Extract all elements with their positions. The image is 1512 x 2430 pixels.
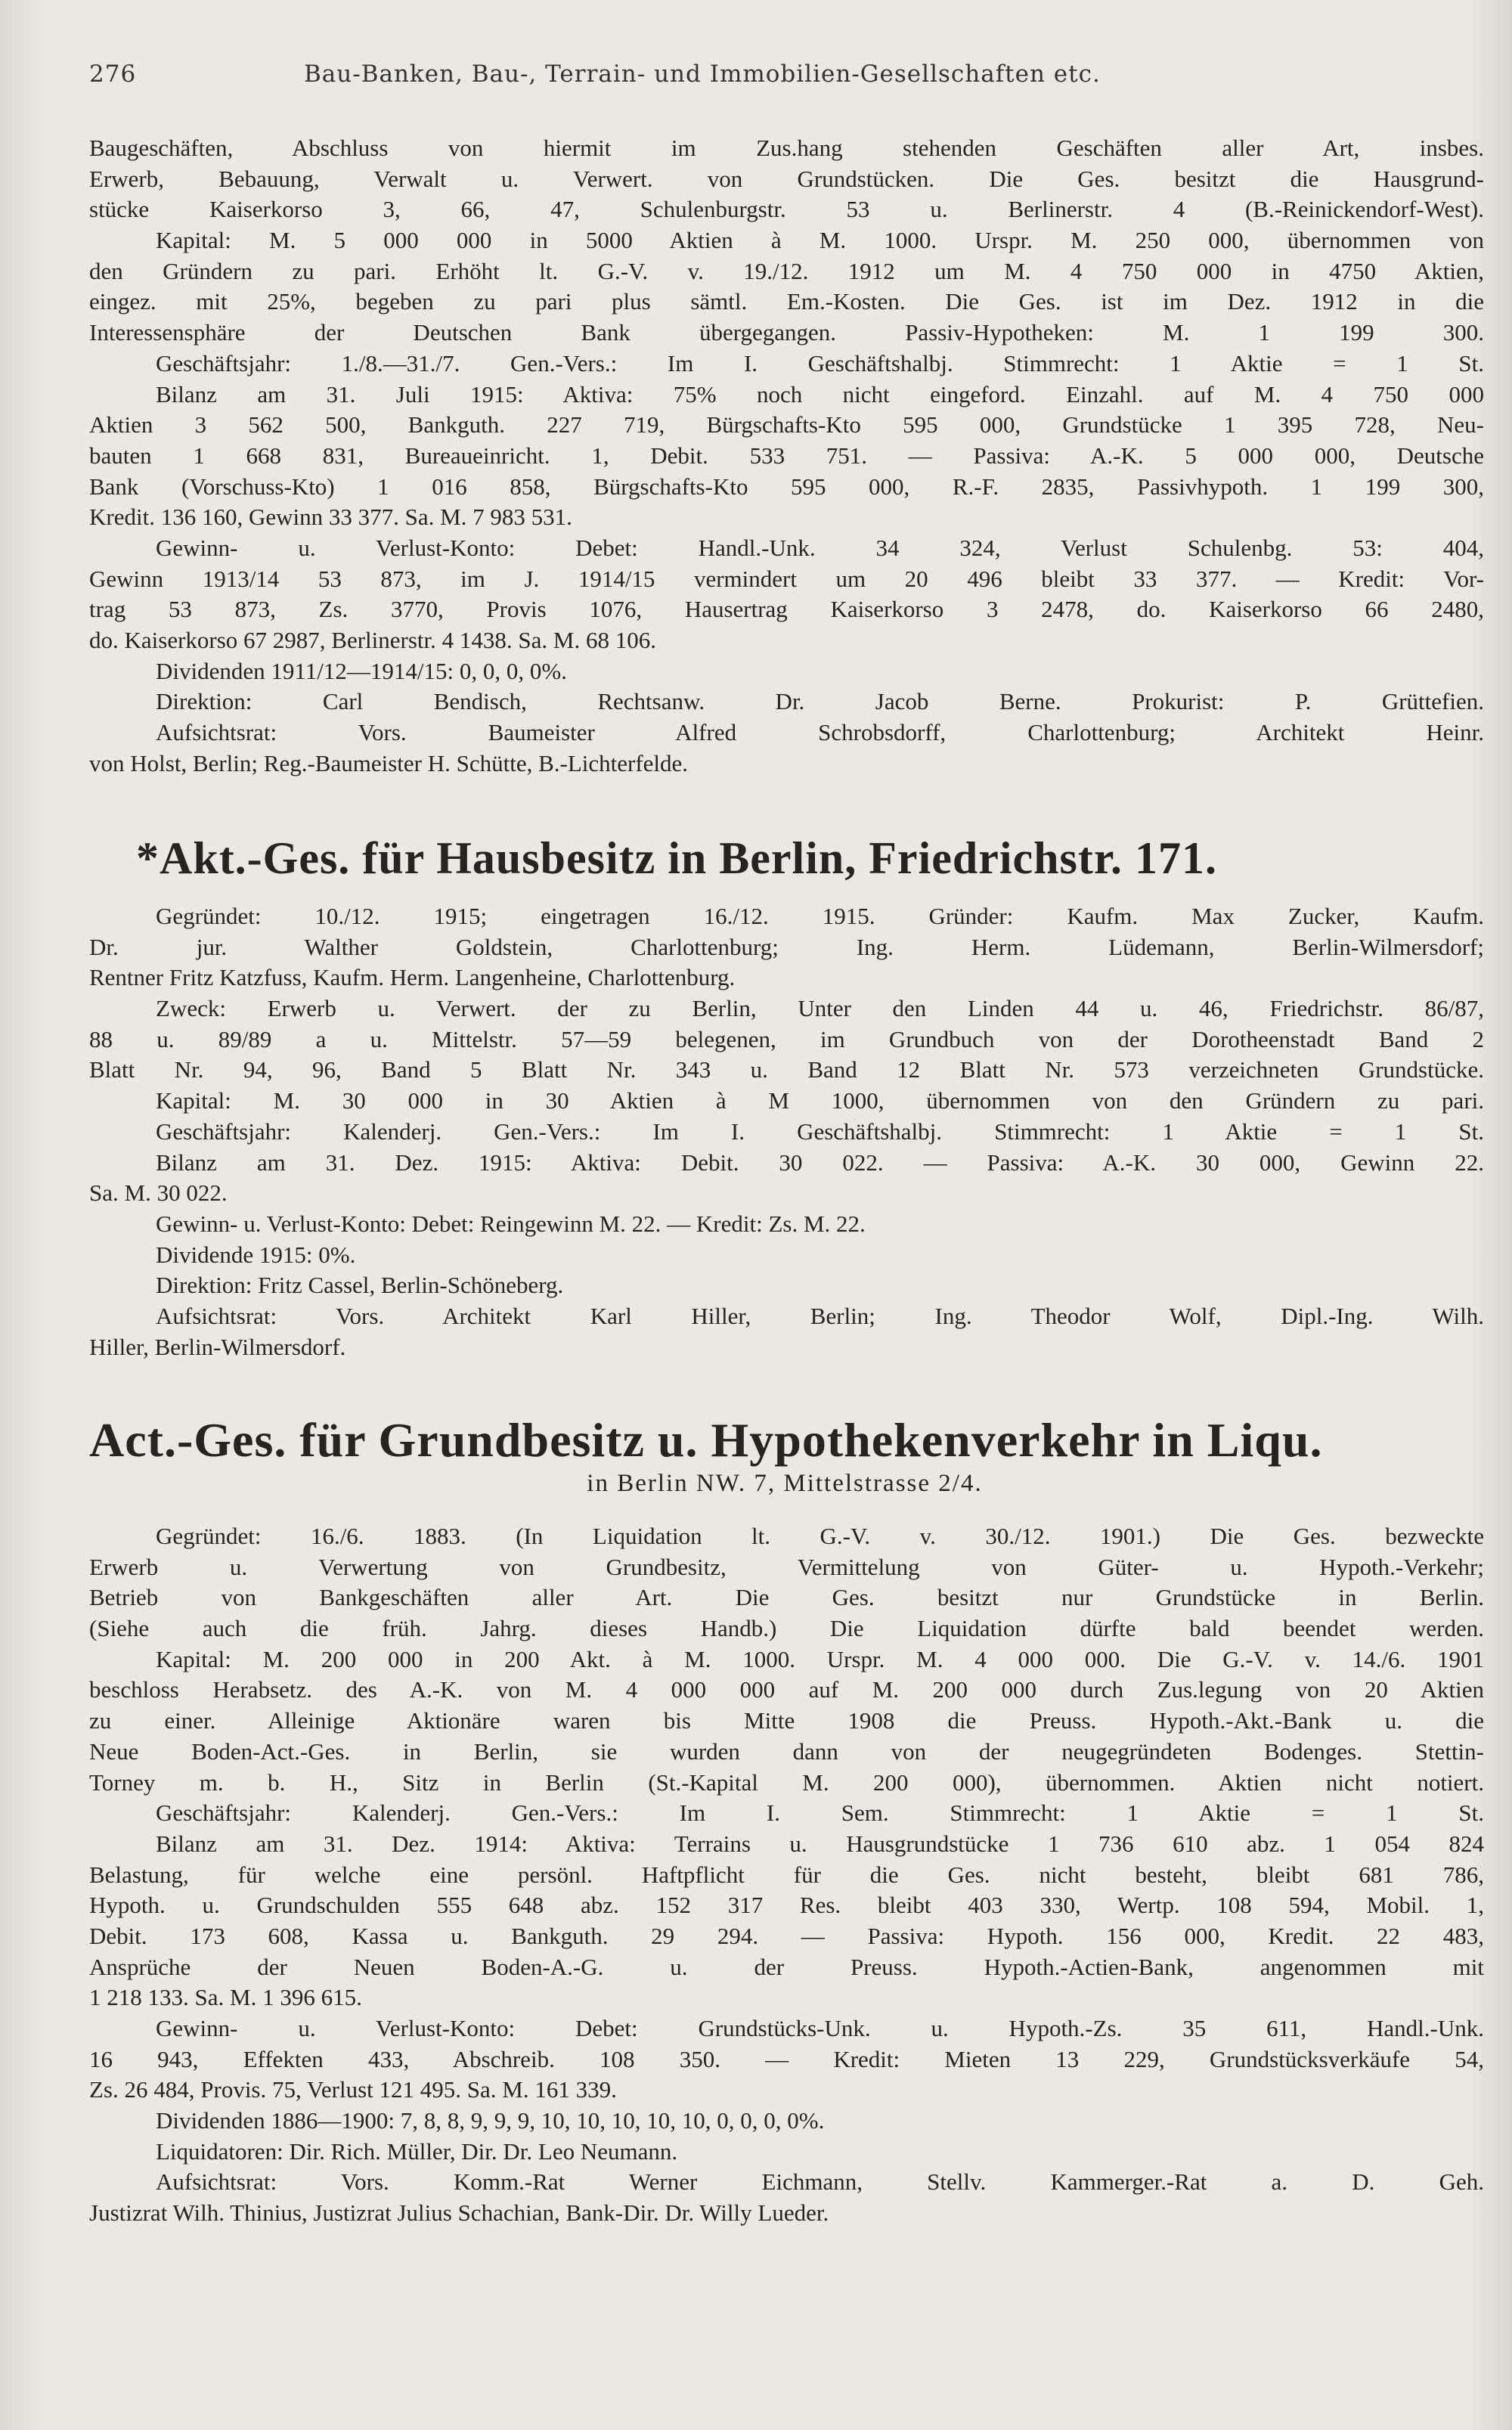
text-line: Sa. M. 30 022. bbox=[89, 1179, 228, 1207]
text-line: Kapital: M. 5 000 000 in 5000 Aktien à M. 1000. Urspr. M. 250 000, übernommen von bbox=[156, 227, 1484, 254]
text-line: Erwerb, Bebauung, Verwalt u. Verwert. von Grundstücken. Die Ges. besitzt die Hausgrund- bbox=[89, 165, 1484, 192]
text-line: Gegründet: 10./12. 1915; eingetragen 16./12. 1915. Gründer: Kaufm. Max Zucker, Kaufm. bbox=[156, 903, 1484, 929]
text-line: trag 53 873, Zs. 3770, Provis 1076, Hausertrag Kaiserkorso 3 2478, do. Kaiserkorso 66 2480, bbox=[89, 596, 1484, 623]
text-line: Dividende 1915: 0%. bbox=[156, 1241, 356, 1268]
text-line: Hypoth. u. Grundschulden 555 648 abz. 152 317 Res. bleibt 403 330, Wertp. 108 594, Mobil. 1, bbox=[89, 1892, 1484, 1919]
entry-continued bbox=[89, 133, 1484, 779]
text-line: Geschäftsjahr: Kalenderj. Gen.-Vers.: Im I. Geschäftshalbj. Stimmrecht: 1 Aktie = 1 St. bbox=[156, 1117, 1484, 1145]
text-line: Torney m. b. H., Sitz in Berlin (St.-Kapital M. 200 000), übernommen. Aktien nicht notiert. bbox=[89, 1768, 1484, 1796]
entry-body bbox=[89, 1521, 1484, 2229]
text-line: Rentner Fritz Katzfuss, Kaufm. Herm. Langenheine, Charlottenburg. bbox=[89, 964, 736, 991]
running-title: Bau-Banken, Bau-, Terrain- und Immobilien-Gesellschaften etc. bbox=[304, 60, 1101, 88]
text-line: Aufsichtsrat: Vors. Architekt Karl Hiller, Berlin; Ing. Theodor Wolf, Dipl.-Ing. Wilh. bbox=[156, 1302, 1484, 1329]
entry-heading bbox=[136, 832, 1474, 885]
text-line: den Gründern zu pari. Erhöht lt. G.-V. v. 19./12. 1912 um M. 4 750 000 in 4750 Aktien, bbox=[89, 257, 1484, 284]
text-line: Gegründet: 16./6. 1883. (In Liquidation lt. G.-V. v. 30./12. 1901.) Die Ges. bezweckte bbox=[156, 1523, 1484, 1549]
text-line: beschloss Herabsetz. des A.-K. von M. 4 000 000 auf M. 200 000 durch Zus.legung von 20 Aktien bbox=[89, 1676, 1484, 1703]
text-line: bauten 1 668 831, Bureaueinricht. 1, Debit. 533 751. — Passiva: A.-K. 5 000 000, Deutsche bbox=[89, 442, 1484, 469]
text-line: Aufsichtsrat: Vors. Baumeister Alfred Schrobsdorff, Charlottenburg; Architekt Heinr. bbox=[156, 719, 1484, 746]
text-line: Geschäftsjahr: Kalenderj. Gen.-Vers.: Im I. Sem. Stimmrecht: 1 Aktie = 1 St. bbox=[156, 1799, 1484, 1827]
text-line: Dr. jur. Walther Goldstein, Charlottenburg; Ing. Herm. Lüdemann, Berlin-Wilmersdorf; bbox=[89, 933, 1484, 960]
text-line: 88 u. 89/89 a u. Mittelstr. 57—59 belegenen, im Grundbuch von der Dorotheenstadt Band 2 bbox=[89, 1025, 1484, 1052]
page-header bbox=[89, 53, 1482, 98]
text-line: Bilanz am 31. Dez. 1915: Aktiva: Debit. 30 022. — Passiva: A.-K. 30 000, Gewinn 22. bbox=[156, 1148, 1484, 1176]
text-line: do. Kaiserkorso 67 2987, Berlinerstr. 4 1438. Sa. M. 68 106. bbox=[89, 627, 656, 653]
text-line: Gewinn- u. Verlust-Konto: Debet: Handl.-Unk. 34 324, Verlust Schulenbg. 53: 404, bbox=[156, 534, 1484, 561]
text-line: Erwerb u. Verwertung von Grundbesitz, Vermittelung von Güter- u. Hypoth.-Verkehr; bbox=[89, 1553, 1484, 1580]
text-line: Ansprüche der Neuen Boden-A.-G. u. der Preuss. Hypoth.-Actien-Bank, angenommen mit bbox=[89, 1953, 1484, 1980]
text-line: Aktien 3 562 500, Bankguth. 227 719, Bürgschafts-Kto 595 000, Grundstücke 1 395 728, Neu- bbox=[89, 411, 1484, 439]
text-line: Direktion: Fritz Cassel, Berlin-Schöneberg. bbox=[156, 1272, 564, 1299]
text-line: Kapital: M. 200 000 in 200 Akt. à M. 1000. Urspr. M. 4 000 000. Die G.-V. v. 14./6. 1901 bbox=[156, 1645, 1484, 1672]
text-line: zu einer. Alleinige Aktionäre waren bis Mitte 1908 die Preuss. Hypoth.-Akt.-Bank u. die bbox=[89, 1707, 1484, 1734]
text-line: Geschäftsjahr: 1./8.—31./7. Gen.-Vers.: Im I. Geschäftshalbj. Stimmrecht: 1 Aktie = 1 St. bbox=[156, 349, 1484, 377]
entry-body bbox=[89, 901, 1484, 1362]
text-line: Betrieb von Bankgeschäften aller Art. Die Ges. besitzt nur Grundstücke in Berlin. bbox=[89, 1584, 1484, 1611]
text-line: Liquidatoren: Dir. Rich. Müller, Dir. Dr. Leo Neumann. bbox=[156, 2137, 678, 2165]
text-line: Gewinn- u. Verlust-Konto: Debet: Reingewinn M. 22. — Kredit: Zs. M. 22. bbox=[156, 1210, 866, 1237]
text-line: Zweck: Erwerb u. Verwert. der zu Berlin, Unter den Linden 44 u. 46, Friedrichstr. 86/87, bbox=[156, 995, 1484, 1022]
text-line: Dividenden 1886—1900: 7, 8, 8, 9, 9, 9, 10, 10, 10, 10, 10, 0, 0, 0, 0%. bbox=[156, 2107, 825, 2134]
text-line: Zs. 26 484, Provis. 75, Verlust 121 495. Sa. M. 161 339. bbox=[89, 2076, 617, 2103]
text-line: Baugeschäften, Abschluss von hiermit im Zus.hang stehenden Geschäften aller Art, insbes. bbox=[89, 135, 1484, 161]
text-line: Interessensphäre der Deutschen Bank übergegangen. Passiv-Hypotheken: M. 1 199 300. bbox=[89, 319, 1484, 346]
text-line: eingez. mit 25%, begeben zu pari plus sämtl. Em.-Kosten. Die Ges. ist im Dez. 1912 in die bbox=[89, 288, 1484, 315]
text-line: Neue Boden-Act.-Ges. in Berlin, sie wurden dann von der neugegründeten Bodenges. Stettin- bbox=[89, 1737, 1484, 1765]
company-title: *Akt.-Ges. für Hausbesitz in Berlin, Friedrichstr. 171. bbox=[136, 833, 1217, 883]
text-line: Bank (Vorschuss-Kto) 1 016 858, Bürgschafts-Kto 595 000, R.-F. 2835, Passivhypoth. 1 199 300, bbox=[89, 473, 1484, 500]
text-line: Direktion: Carl Bendisch, Rechtsanw. Dr. Jacob Berne. Prokurist: P. Grüttefien. bbox=[156, 688, 1484, 715]
text-line: Hiller, Berlin-Wilmersdorf. bbox=[89, 1333, 346, 1360]
entry-heading bbox=[89, 1414, 1480, 1500]
text-line: Gewinn 1913/14 53 873, im J. 1914/15 vermindert um 20 496 bleibt 33 377. — Kredit: Vor- bbox=[89, 565, 1484, 592]
text-line: 1 218 133. Sa. M. 1 396 615. bbox=[89, 1984, 362, 2011]
text-line: (Siehe auch die früh. Jahrg. dieses Handb.) Die Liquidation dürfte bald beendet werden. bbox=[89, 1615, 1484, 1642]
text-line: Kapital: M. 30 000 in 30 Aktien à M 1000, übernommen von den Gründern zu pari. bbox=[156, 1087, 1484, 1114]
text-line: Kredit. 136 160, Gewinn 33 377. Sa. M. 7 983 531. bbox=[89, 504, 572, 531]
page-number: 276 bbox=[89, 60, 137, 88]
text-line: Dividenden 1911/12—1914/15: 0, 0, 0, 0%. bbox=[156, 657, 567, 684]
text-line: 16 943, Effekten 433, Abschreib. 108 350. — Kredit: Mieten 13 229, Grundstücksverkäufe 54, bbox=[89, 2045, 1484, 2072]
text-line: Bilanz am 31. Dez. 1914: Aktiva: Terrains u. Hausgrundstücke 1 736 610 abz. 1 054 824 bbox=[156, 1830, 1484, 1857]
company-title: Act.-Ges. für Grundbesitz u. Hypothekenverkehr in Liqu. bbox=[89, 1413, 1323, 1467]
text-line: Belastung, für welche eine persönl. Haftpflicht für die Ges. nicht besteht, bleibt 681 786, bbox=[89, 1861, 1484, 1888]
text-line: Debit. 173 608, Kassa u. Bankguth. 29 294. — Passiva: Hypoth. 156 000, Kredit. 22 483, bbox=[89, 1922, 1484, 1949]
text-line: stücke Kaiserkorso 3, 66, 47, Schulenburgstr. 53 u. Berlinerstr. 4 (B.-Reinickendorf-West). bbox=[89, 196, 1484, 223]
text-line: Aufsichtsrat: Vors. Komm.-Rat Werner Eichmann, Stellv. Kammerger.-Rat a. D. Geh. bbox=[156, 2168, 1484, 2196]
text-line: Bilanz am 31. Juli 1915: Aktiva: 75% noch nicht eingeford. Einzahl. auf M. 4 750 000 bbox=[156, 380, 1484, 408]
text-line: Blatt Nr. 94, 96, Band 5 Blatt Nr. 343 u. Band 12 Blatt Nr. 573 verzeichneten Grundstücke. bbox=[89, 1056, 1484, 1083]
text-line: Gewinn- u. Verlust-Konto: Debet: Grundstücks-Unk. u. Hypoth.-Zs. 35 611, Handl.-Unk. bbox=[156, 2015, 1484, 2041]
company-address: in Berlin NW. 7, Mittelstrasse 2/4. bbox=[587, 1470, 983, 1497]
text-line: von Holst, Berlin; Reg.-Baumeister H. Schütte, B.-Lichterfelde. bbox=[89, 749, 689, 776]
text-line: Justizrat Wilh. Thinius, Justizrat Julius Schachian, Bank-Dir. Dr. Willy Lueder. bbox=[89, 2199, 829, 2227]
